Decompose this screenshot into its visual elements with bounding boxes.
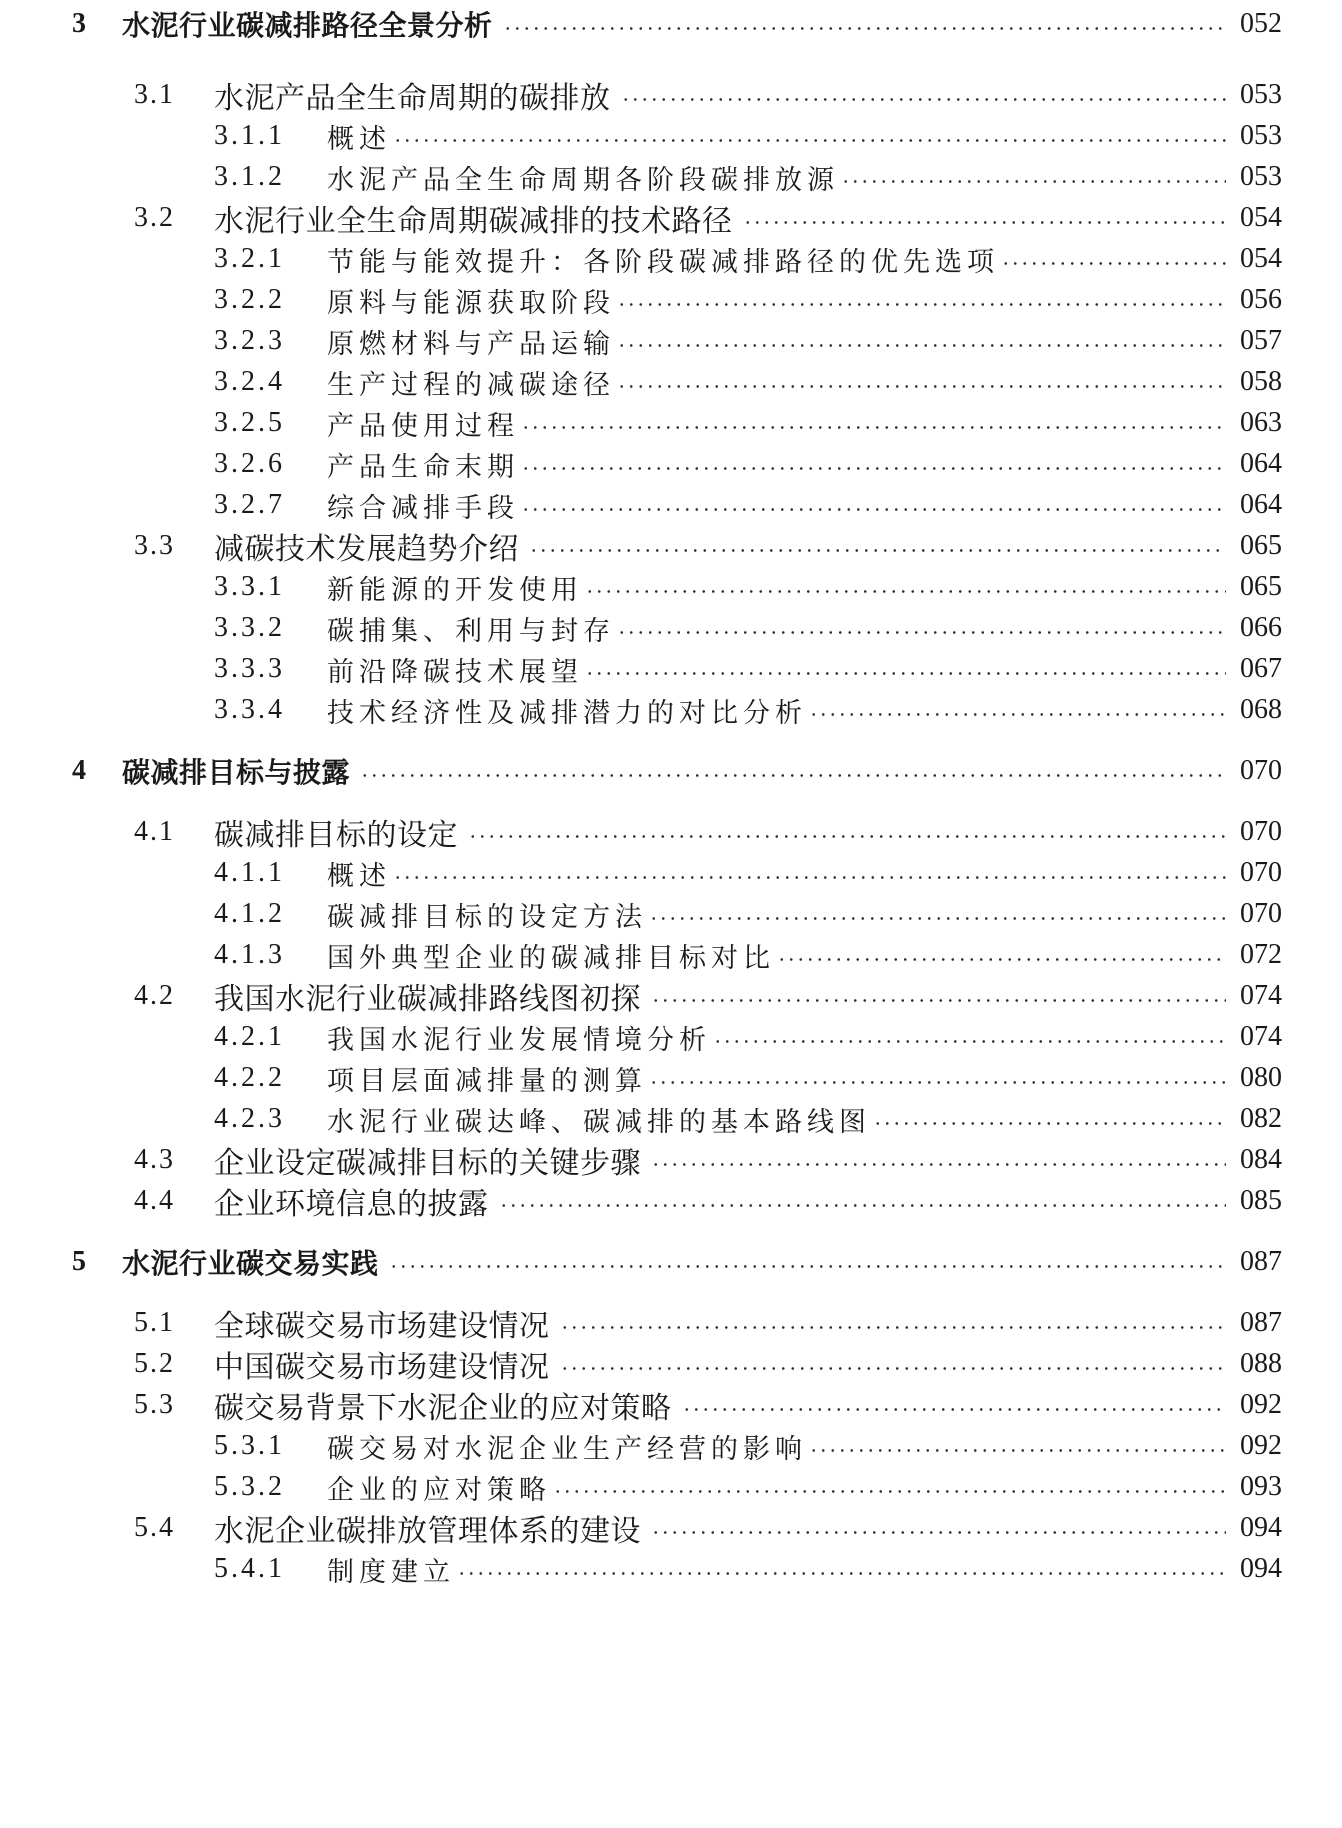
toc-subsection-entry[interactable]	[0, 1545, 1342, 1593]
toc-dot-leader	[503, 27, 1226, 30]
toc-subsection-entry[interactable]	[0, 686, 1342, 734]
toc-entry-page-number: 087	[1240, 1307, 1282, 1338]
toc-entry-page-number: 074	[1240, 1021, 1282, 1052]
toc-entry-number: 5.3.1	[214, 1430, 285, 1461]
toc-entry-number: 3.1.2	[214, 161, 285, 192]
toc-entry-title: 企业的应对策略	[327, 1474, 551, 1506]
toc-entry-number: 5.4.1	[214, 1553, 285, 1584]
toc-entry-number: 3.2.3	[214, 325, 285, 356]
toc-dot-leader	[649, 917, 1226, 920]
toc-entry-title: 碳交易对水泥企业生产经营的影响	[327, 1433, 807, 1465]
toc-entry-page-number: 053	[1240, 79, 1282, 110]
toc-entry-page-number: 067	[1240, 653, 1282, 684]
toc-entry-number: 3.1.1	[214, 120, 285, 151]
toc-entry-number: 4.1.1	[214, 857, 285, 888]
toc-dot-leader	[649, 1081, 1226, 1084]
toc-dot-leader	[809, 713, 1226, 716]
toc-entry-page-number: 094	[1240, 1553, 1282, 1584]
toc-entry-number: 3.3.1	[214, 571, 285, 602]
toc-entry-title: 制度建立	[327, 1556, 455, 1588]
toc-entry-title: 碳减排目标与披露	[122, 756, 351, 789]
toc-chapter-entry[interactable]	[0, 0, 1342, 48]
toc-entry-page-number: 087	[1240, 1246, 1282, 1277]
toc-entry-page-number: 066	[1240, 612, 1282, 643]
toc-dot-leader	[457, 1572, 1226, 1575]
toc-entry-number: 3.3.2	[214, 612, 285, 643]
toc-entry-page-number: 068	[1240, 694, 1282, 725]
toc-entry-number: 5.2	[134, 1348, 175, 1379]
toc-entry-title: 水泥企业碳排放管理体系的建设	[214, 1514, 641, 1549]
toc-dot-leader	[617, 631, 1226, 634]
toc-dot-leader	[553, 1490, 1226, 1493]
toc-dot-leader	[389, 1265, 1226, 1268]
toc-entry-number: 4.1	[134, 816, 175, 847]
toc-entry-title: 我国水泥行业碳减排路线图初探	[214, 982, 641, 1017]
toc-entry-page-number: 088	[1240, 1348, 1282, 1379]
toc-entry-title: 新能源的开发使用	[327, 574, 583, 606]
toc-entry-number: 3.1	[134, 79, 175, 110]
toc-entry-title: 生产过程的减碳途径	[327, 369, 615, 401]
toc-dot-leader	[809, 1449, 1226, 1452]
toc-dot-leader	[585, 590, 1226, 593]
toc-entry-page-number: 094	[1240, 1512, 1282, 1543]
toc-entry-title: 碳交易背景下水泥企业的应对策略	[214, 1391, 672, 1426]
toc-dot-leader	[651, 1163, 1226, 1166]
toc-entry-page-number: 063	[1240, 407, 1282, 438]
toc-dot-leader	[393, 139, 1226, 142]
toc-entry-number: 4.2	[134, 980, 175, 1011]
toc-entry-page-number: 065	[1240, 571, 1282, 602]
toc-chapter-entry[interactable]	[0, 1238, 1342, 1286]
toc-dot-leader	[521, 508, 1226, 511]
toc-entry-title: 碳减排目标的设定方法	[327, 901, 647, 933]
toc-entry-title: 原燃材料与产品运输	[327, 328, 615, 360]
toc-entry-number: 3.3.3	[214, 653, 285, 684]
toc-entry-title: 水泥行业碳交易实践	[122, 1247, 379, 1280]
toc-entry-title: 概述	[327, 860, 391, 892]
toc-dot-leader	[560, 1367, 1227, 1370]
toc-entry-title: 减碳技术发展趋势介绍	[214, 532, 519, 567]
toc-dot-leader	[777, 958, 1226, 961]
toc-entry-page-number: 070	[1240, 755, 1282, 786]
toc-entry-number: 3	[72, 8, 88, 39]
toc-entry-number: 4	[72, 755, 88, 786]
toc-dot-leader	[617, 344, 1226, 347]
toc-dot-leader	[841, 180, 1226, 183]
toc-dot-leader	[713, 1040, 1226, 1043]
toc-entry-title: 国外典型企业的碳减排目标对比	[327, 942, 775, 974]
toc-entry-page-number: 064	[1240, 489, 1282, 520]
toc-entry-page-number: 064	[1240, 448, 1282, 479]
toc-entry-number: 4.3	[134, 1144, 175, 1175]
toc-entry-number: 3.3	[134, 530, 175, 561]
toc-entry-title: 水泥产品全生命周期的碳排放	[214, 81, 611, 116]
toc-dot-leader	[529, 549, 1226, 552]
toc-dot-leader	[560, 1326, 1227, 1329]
toc-entry-page-number: 057	[1240, 325, 1282, 356]
toc-entry-title: 产品使用过程	[327, 410, 519, 442]
toc-entry-title: 水泥产品全生命周期各阶段碳排放源	[327, 164, 839, 196]
toc-entry-number: 5.4	[134, 1512, 175, 1543]
toc-entry-number: 4.1.2	[214, 898, 285, 929]
toc-entry-title: 前沿降碳技术展望	[327, 656, 583, 688]
toc-dot-leader	[651, 1531, 1226, 1534]
toc-entry-page-number: 074	[1240, 980, 1282, 1011]
toc-entry-title: 水泥行业碳减排路径全景分析	[122, 9, 493, 42]
toc-dot-leader	[873, 1122, 1226, 1125]
toc-entry-number: 4.4	[134, 1185, 175, 1216]
toc-entry-title: 原料与能源获取阶段	[327, 287, 615, 319]
toc-entry-page-number: 082	[1240, 1103, 1282, 1134]
toc-entry-page-number: 056	[1240, 284, 1282, 315]
toc-dot-leader	[521, 426, 1226, 429]
toc-entry-page-number: 053	[1240, 161, 1282, 192]
toc-entry-number: 4.1.3	[214, 939, 285, 970]
toc-entry-page-number: 092	[1240, 1389, 1282, 1420]
toc-entry-number: 3.2.7	[214, 489, 285, 520]
toc-entry-page-number: 070	[1240, 857, 1282, 888]
toc-entry-page-number: 058	[1240, 366, 1282, 397]
toc-entry-number: 5	[72, 1246, 88, 1277]
toc-entry-number: 5.3	[134, 1389, 175, 1420]
toc-entry-page-number: 092	[1240, 1430, 1282, 1461]
toc-entry-title: 节能与能效提升：各阶段碳减排路径的优先选项	[327, 246, 999, 278]
toc-entry-title: 水泥行业碳达峰、碳减排的基本路线图	[327, 1106, 871, 1138]
toc-entry-title: 项目层面减排量的测算	[327, 1065, 647, 1097]
toc-entry-number: 3.2.4	[214, 366, 285, 397]
toc-entry-page-number: 065	[1240, 530, 1282, 561]
toc-dot-leader	[499, 1204, 1227, 1207]
toc-entry-page-number: 054	[1240, 202, 1282, 233]
toc-entry-page-number: 053	[1240, 120, 1282, 151]
toc-dot-leader	[1001, 262, 1226, 265]
toc-entry-title: 全球碳交易市场建设情况	[214, 1309, 550, 1344]
toc-entry-title: 技术经济性及减排潜力的对比分析	[327, 697, 807, 729]
toc-dot-leader	[617, 303, 1226, 306]
toc-section-entry[interactable]	[0, 1177, 1342, 1225]
toc-entry-number: 3.2.6	[214, 448, 285, 479]
toc-entry-page-number: 084	[1240, 1144, 1282, 1175]
toc-entry-number: 3.2.5	[214, 407, 285, 438]
toc-dot-leader	[743, 221, 1227, 224]
toc-entry-number: 4.2.2	[214, 1062, 285, 1093]
toc-entry-page-number: 052	[1240, 8, 1282, 39]
toc-entry-number: 5.1	[134, 1307, 175, 1338]
toc-entry-title: 企业设定碳减排目标的关键步骤	[214, 1146, 641, 1181]
toc-entry-title: 碳捕集、利用与封存	[327, 615, 615, 647]
toc-entry-number: 3.2.2	[214, 284, 285, 315]
toc-dot-leader	[617, 385, 1226, 388]
toc-dot-leader	[360, 774, 1226, 777]
toc-dot-leader	[621, 98, 1227, 101]
toc-entry-title: 综合减排手段	[327, 492, 519, 524]
toc-dot-leader	[682, 1408, 1227, 1411]
toc-entry-number: 4.2.1	[214, 1021, 285, 1052]
toc-entry-title: 企业环境信息的披露	[214, 1187, 489, 1222]
toc-entry-page-number: 080	[1240, 1062, 1282, 1093]
toc-entry-page-number: 093	[1240, 1471, 1282, 1502]
toc-dot-leader	[393, 876, 1226, 879]
toc-dot-leader	[651, 999, 1226, 1002]
toc-entry-number: 5.3.2	[214, 1471, 285, 1502]
toc-entry-title: 概述	[327, 123, 391, 155]
toc-entry-number: 3.2.1	[214, 243, 285, 274]
toc-entry-number: 4.2.3	[214, 1103, 285, 1134]
toc-entry-title: 碳减排目标的设定	[214, 818, 458, 853]
toc-entry-number: 3.3.4	[214, 694, 285, 725]
toc-entry-number: 3.2	[134, 202, 175, 233]
toc-dot-leader	[468, 835, 1226, 838]
toc-entry-page-number: 072	[1240, 939, 1282, 970]
toc-chapter-entry[interactable]	[0, 747, 1342, 795]
toc-entry-page-number: 070	[1240, 816, 1282, 847]
toc-dot-leader	[521, 467, 1226, 470]
toc-entry-title: 水泥行业全生命周期碳减排的技术路径	[214, 204, 733, 239]
toc-entry-page-number: 070	[1240, 898, 1282, 929]
toc-entry-page-number: 054	[1240, 243, 1282, 274]
toc-dot-leader	[585, 672, 1226, 675]
toc-entry-title: 产品生命末期	[327, 451, 519, 483]
toc-entry-title: 我国水泥行业发展情境分析	[327, 1024, 711, 1056]
toc-entry-title: 中国碳交易市场建设情况	[214, 1350, 550, 1385]
toc-entry-page-number: 085	[1240, 1185, 1282, 1216]
